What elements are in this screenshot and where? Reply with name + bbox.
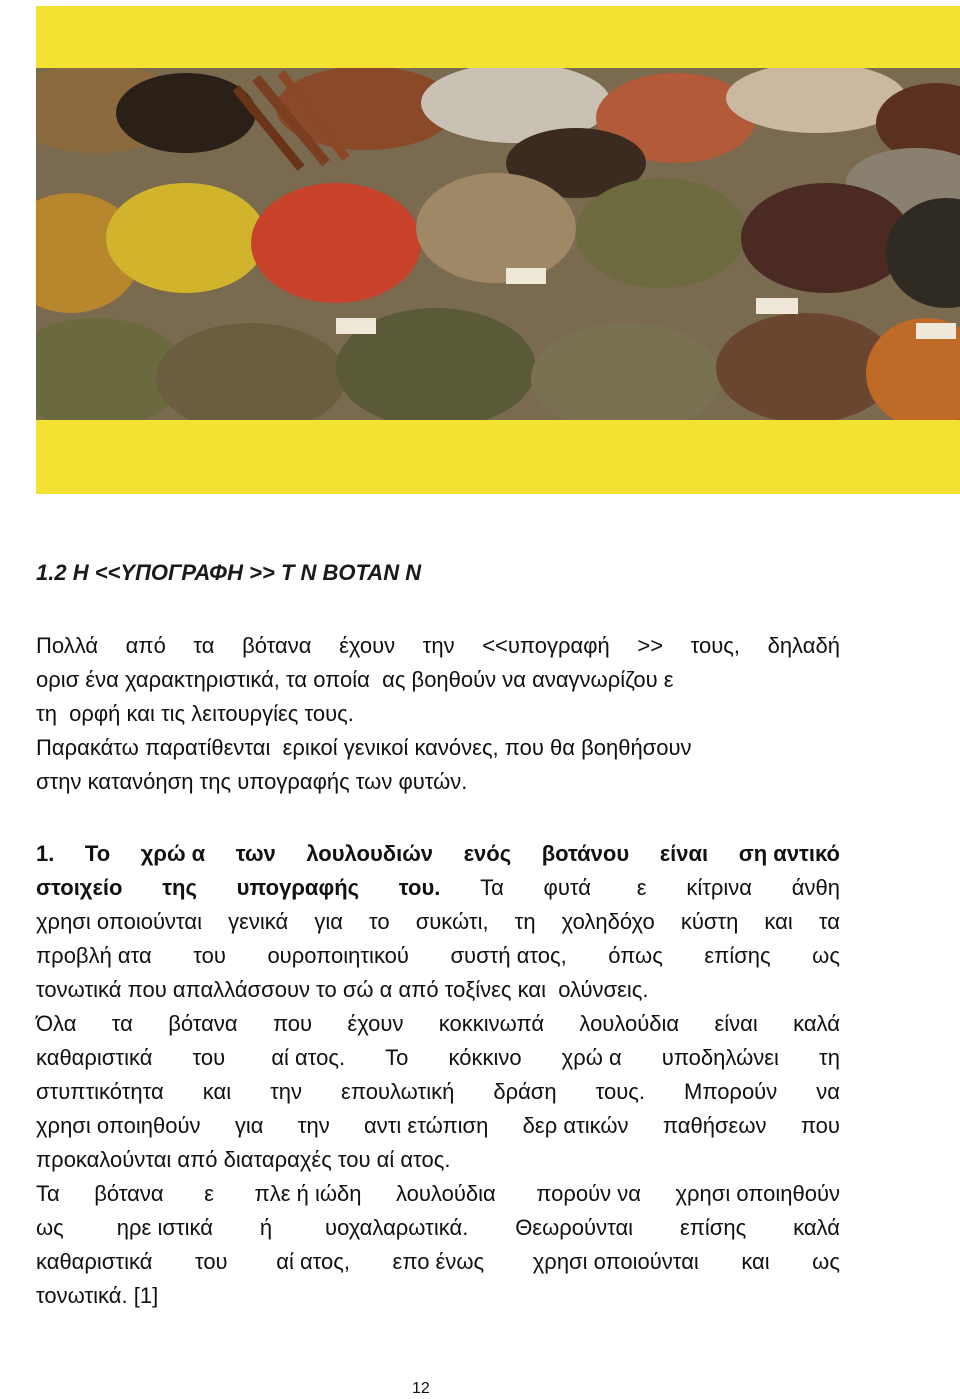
rule-line-12: ως ηρε ιστικά ή υοχαλαρωτικά. Θεωρούνται επίσης καλά xyxy=(36,1215,840,1240)
rule-line-5: τονωτικά που απαλλάσσουν το σώ α από τοξίνες και ολύνσεις. xyxy=(36,977,649,1002)
rule-line-11: Τα βότανα ε πλε ή ιώδη λουλούδια πορούν να χρησι οποιηθούν xyxy=(36,1181,840,1206)
rule-line-7: καθαριστικά του αί ατος. Το κόκκινο χρώ α υποδηλώνει τη xyxy=(36,1045,840,1070)
rule-line-9: χρησι οποιηθούν για την αντι ετώπιση δερ ατικών παθήσεων που xyxy=(36,1113,840,1138)
intro-line-3: τη ορφή και τις λειτουργίες τους. xyxy=(36,701,354,726)
rule-line-10: προκαλούνται από διαταραχές του αί ατος. xyxy=(36,1147,451,1172)
rule-line-1: 1. Το χρώ α των λουλουδιών ενός βοτάνου είναι ση αντικό xyxy=(36,841,840,866)
intro-line-1: Πολλά από τα βότανα έχουν την <<υπογραφή >> τους, δηλαδή xyxy=(36,633,840,658)
intro-line-2: ορισ ένα χαρακτηριστικά, τα οποία ας βοηθούν να αναγνωρίζου ε xyxy=(36,667,674,692)
spice-photo-frame xyxy=(36,6,960,494)
section-heading: 1.2 Η <<ΥΠΟΓΡΑΦΗ >> Τ Ν ΒΟΤΑΝ Ν xyxy=(36,560,422,585)
spice-sacks-photo xyxy=(36,68,960,420)
intro-line-4: Παρακάτω παρατίθενται ερικοί γενικοί κανόνες, που θα βοηθήσουν xyxy=(36,735,692,760)
intro-line-5: στην κατανόηση της υπογραφής των φυτών. xyxy=(36,769,468,794)
rule-line-14: τονωτικά. [1] xyxy=(36,1283,159,1308)
rule-line-2: στοιχείο της υπογραφής του. Τα φυτά ε κίτρινα άνθη xyxy=(36,875,840,900)
rule-line-13: καθαριστικά του αί ατος, επο ένως χρησι οποιούνται και ως xyxy=(36,1249,840,1274)
page-number: 12 xyxy=(412,1380,430,1397)
rule-line-3: χρησι οποιούνται γενικά για το συκώτι, τη χοληδόχο κύστη και τα xyxy=(36,909,840,934)
rule-line-8: στυπτικότητα και την επουλωτική δράση τους. Μπορούν να xyxy=(36,1079,840,1104)
rule-line-4: προβλή ατα του ουροποιητικού συστή ατος, όπως επίσης ως xyxy=(36,943,840,968)
rule-line-6: Όλα τα βότανα που έχουν κοκκινωπά λουλούδια είναι καλά xyxy=(36,1011,840,1036)
